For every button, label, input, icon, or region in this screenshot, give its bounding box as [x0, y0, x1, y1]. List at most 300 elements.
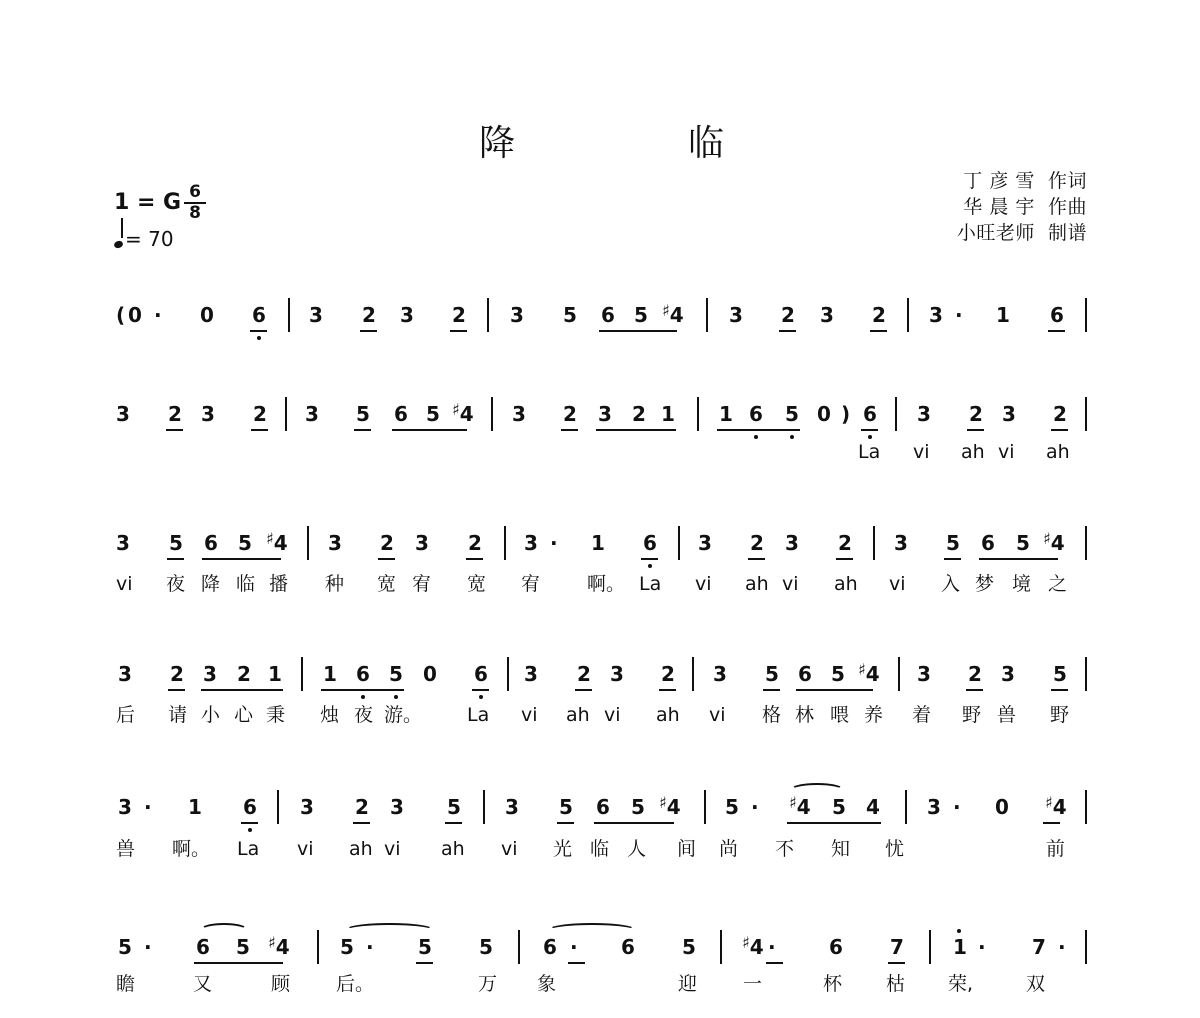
note: · [154, 303, 162, 327]
lyric: 请 [168, 704, 188, 726]
note: 3 [203, 662, 217, 686]
tie-arc [548, 923, 636, 937]
beam-line [166, 429, 183, 431]
note: · [953, 795, 961, 819]
note: 5 [832, 795, 846, 819]
beam-line [787, 822, 881, 824]
note: 2 [872, 303, 886, 327]
note: 3 [713, 662, 727, 686]
note: · [768, 935, 776, 959]
beam-line [194, 962, 283, 964]
note: 6 [621, 935, 635, 959]
note: ♯4 [452, 400, 474, 426]
note: · [366, 935, 374, 959]
note: 2 [237, 662, 251, 686]
beam-line [966, 689, 983, 691]
note: 3 [309, 303, 323, 327]
note: 6 [596, 795, 610, 819]
beam-line [445, 822, 462, 824]
lyric: 养 [864, 704, 884, 726]
note: 6 [798, 662, 812, 686]
lyric: 播 [269, 573, 289, 595]
note: 3 [415, 531, 429, 555]
note: ( [116, 303, 126, 327]
lyric: 梦 [975, 573, 995, 595]
note: 1 [996, 303, 1010, 327]
note: 6 [749, 402, 763, 426]
beam-line [861, 429, 878, 431]
lyric: 野 [1050, 704, 1070, 726]
beam-line [870, 330, 887, 332]
barline [504, 526, 506, 560]
note: ♯4 [858, 660, 880, 686]
lyric: ah [349, 838, 373, 860]
beam-line [599, 330, 677, 332]
beam-line [360, 330, 377, 332]
note: 0 [995, 795, 1009, 819]
beam-line [450, 330, 467, 332]
lyric: 枯 [886, 973, 906, 995]
lyric: 烛 [320, 704, 340, 726]
barline [1085, 526, 1087, 560]
note: 3 [929, 303, 943, 327]
note: 1 [591, 531, 605, 555]
note: 5 [634, 303, 648, 327]
title-char-2: 临 [688, 123, 725, 164]
note: 3 [390, 795, 404, 819]
octave-dot-below [394, 695, 398, 699]
note: 6 [356, 662, 370, 686]
note: 5 [479, 935, 493, 959]
note: 2 [253, 402, 267, 426]
lyric: 双 [1026, 973, 1046, 995]
note: 6 [643, 531, 657, 555]
note: 5 [340, 935, 354, 959]
note: ♯4 [659, 793, 681, 819]
note: 1 [719, 402, 733, 426]
note: ♯4 [268, 933, 290, 959]
note: 3 [510, 303, 524, 327]
note: 3 [917, 662, 931, 686]
note: 7 [890, 935, 904, 959]
note: · [751, 795, 759, 819]
beam-line [472, 689, 489, 691]
sharp-icon: ♯ [1043, 529, 1051, 548]
beam-line [392, 429, 467, 431]
sharp-icon: ♯ [1045, 793, 1053, 812]
arranger-credit: 小旺老师 制谱 [956, 222, 1087, 244]
lyric: 兽 [116, 838, 136, 860]
note: · [955, 303, 963, 327]
lyric: ah [961, 441, 985, 463]
lyric: vi [521, 704, 538, 726]
barline [907, 298, 909, 332]
lyric: 光 [553, 838, 573, 860]
sharp-icon: ♯ [266, 529, 274, 548]
sharp-icon: ♯ [659, 793, 667, 812]
note: 3 [305, 402, 319, 426]
note: ) [841, 402, 851, 426]
lyric: ah [1046, 441, 1070, 463]
beam-line [202, 558, 281, 560]
lyric: vi [889, 573, 906, 595]
sharp-icon: ♯ [662, 301, 670, 320]
time-signature: 6 8 [183, 184, 207, 222]
lyric: 秉 [266, 704, 286, 726]
note: 1 [188, 795, 202, 819]
barline [720, 930, 722, 964]
beam-line [763, 689, 780, 691]
beam-line [354, 429, 371, 431]
lyric: 尚 [719, 838, 739, 860]
lyric: 野 [962, 704, 982, 726]
note: 5 [559, 795, 573, 819]
quarter-note-icon [113, 240, 124, 250]
note: · [144, 935, 152, 959]
barline [277, 790, 279, 824]
lyric: 后。 [336, 973, 375, 995]
octave-dot-below [868, 435, 872, 439]
barline [697, 397, 699, 431]
note: 3 [917, 402, 931, 426]
note: 5 [831, 662, 845, 686]
lyric: 境 [1012, 573, 1032, 595]
barline [483, 790, 485, 824]
beam-line [575, 689, 592, 691]
lyric: 格 [762, 704, 782, 726]
beam-line [1048, 330, 1065, 332]
note: 2 [468, 531, 482, 555]
barline [301, 657, 303, 691]
note: ♯4 [1045, 793, 1067, 819]
tie-arc [200, 923, 248, 937]
beam-line [321, 689, 404, 691]
note: 3 [116, 531, 130, 555]
lyric: 前 [1046, 838, 1066, 860]
note: 3 [820, 303, 834, 327]
note: 5 [118, 935, 132, 959]
lyric: vi [297, 838, 314, 860]
note: 6 [243, 795, 257, 819]
barline [288, 298, 290, 332]
barline [1085, 790, 1087, 824]
beam-line [568, 962, 585, 964]
tie-arc [790, 783, 844, 797]
barline [518, 930, 520, 964]
lyric: ah [745, 573, 769, 595]
barline [285, 397, 287, 431]
barline [1085, 930, 1087, 964]
beam-line [641, 558, 658, 560]
note: 2 [563, 402, 577, 426]
note: 0 [200, 303, 214, 327]
barline [706, 298, 708, 332]
tempo-marking: = 70 [114, 226, 174, 251]
lyric: 临 [236, 573, 256, 595]
beam-line [594, 822, 674, 824]
lyric: 啊。 [587, 573, 626, 595]
beam-line [1043, 822, 1060, 824]
note: 2 [577, 662, 591, 686]
beam-line [979, 558, 1058, 560]
tie-arc [345, 923, 434, 937]
note: 5 [356, 402, 370, 426]
octave-dot-above [957, 929, 961, 933]
lyric: La [467, 704, 490, 726]
note: 3 [698, 531, 712, 555]
note: 3 [524, 531, 538, 555]
barline [704, 790, 706, 824]
octave-dot-below [248, 828, 252, 832]
beam-line [1051, 429, 1068, 431]
sharp-icon: ♯ [789, 793, 797, 812]
beam-line [659, 689, 676, 691]
note: 2 [661, 662, 675, 686]
note: 2 [170, 662, 184, 686]
sharp-icon: ♯ [268, 933, 276, 952]
note: 3 [610, 662, 624, 686]
note: 5 [169, 531, 183, 555]
lyric: 人 [627, 838, 647, 860]
note: 5 [682, 935, 696, 959]
lyric: 宥 [412, 573, 432, 595]
lyric: 夜 [354, 704, 374, 726]
note: 5 [765, 662, 779, 686]
note: 3 [201, 402, 215, 426]
beam-line [888, 962, 905, 964]
note: 2 [969, 402, 983, 426]
beam-line [779, 330, 796, 332]
note: 6 [863, 402, 877, 426]
lyric: vi [998, 441, 1015, 463]
lyric: La [639, 573, 662, 595]
lyric: ah [656, 704, 680, 726]
lyric: ah [834, 573, 858, 595]
note: 2 [781, 303, 795, 327]
note: 3 [524, 662, 538, 686]
lyric: La [237, 838, 260, 860]
note: 6 [1050, 303, 1064, 327]
beam-line [557, 822, 574, 824]
beam-line [466, 558, 483, 560]
lyric: vi [695, 573, 712, 595]
octave-dot-below [648, 564, 652, 568]
note: 5 [946, 531, 960, 555]
beam-line [251, 429, 268, 431]
credits [957, 168, 1087, 246]
lyric: 啊。 [172, 838, 211, 860]
note: 5 [563, 303, 577, 327]
note: 5 [389, 662, 403, 686]
octave-dot-below [754, 435, 758, 439]
lyric: 万 [478, 973, 498, 995]
note: 2 [168, 402, 182, 426]
note: 3 [1001, 662, 1015, 686]
note: 3 [505, 795, 519, 819]
note: · [978, 935, 986, 959]
lyric: 入 [941, 573, 961, 595]
lyric: 杯 [823, 973, 843, 995]
note: 5 [725, 795, 739, 819]
lyric: 宽 [377, 573, 397, 595]
note: 6 [543, 935, 557, 959]
note: 6 [204, 531, 218, 555]
note: 6 [981, 531, 995, 555]
octave-dot-below [479, 695, 483, 699]
lyric: 游。 [384, 704, 423, 726]
barline [1085, 298, 1087, 332]
barline [507, 657, 509, 691]
beam-line [717, 429, 800, 431]
note: 2 [380, 531, 394, 555]
note: · [144, 795, 152, 819]
beam-line [944, 558, 961, 560]
barline [491, 397, 493, 431]
lyric: 顾 [271, 973, 291, 995]
note: 1 [268, 662, 282, 686]
note: 6 [252, 303, 266, 327]
note: 3 [116, 402, 130, 426]
barline [307, 526, 309, 560]
note: 5 [426, 402, 440, 426]
note: 3 [927, 795, 941, 819]
note: 0 [423, 662, 437, 686]
note: 2 [632, 402, 646, 426]
lyric: 宥 [521, 573, 541, 595]
note: 3 [118, 795, 132, 819]
beam-line [201, 689, 283, 691]
note: 4 [866, 795, 880, 819]
note: 5 [447, 795, 461, 819]
note: 3 [598, 402, 612, 426]
note: 1 [661, 402, 675, 426]
key-signature: 1 = G [114, 190, 182, 215]
lyric: 象 [537, 973, 557, 995]
note: 5 [1053, 662, 1067, 686]
lyric: 一 [743, 973, 763, 995]
note: 3 [894, 531, 908, 555]
barline [898, 657, 900, 691]
note: 6 [474, 662, 488, 686]
barline [905, 790, 907, 824]
beam-line [241, 822, 258, 824]
barline [1085, 657, 1087, 691]
beam-line [748, 558, 765, 560]
lyric: La [858, 441, 881, 463]
beam-line [378, 558, 395, 560]
lyric: vi [116, 573, 133, 595]
lyric: 之 [1048, 573, 1068, 595]
note: ♯4 [742, 933, 764, 959]
lyric: 知 [831, 838, 851, 860]
lyric: 心 [234, 704, 254, 726]
beam-line [967, 429, 984, 431]
barline [929, 930, 931, 964]
sharp-icon: ♯ [858, 660, 866, 679]
beam-line [250, 330, 267, 332]
lyric: ah [566, 704, 590, 726]
note: 5 [238, 531, 252, 555]
note: 0 [128, 303, 142, 327]
note: · [550, 531, 558, 555]
beam-line [596, 429, 676, 431]
beam-line [168, 689, 185, 691]
lyric: 喂 [830, 704, 850, 726]
beam-line [353, 822, 370, 824]
note: 0 [817, 402, 831, 426]
lyric: vi [501, 838, 518, 860]
note: 5 [418, 935, 432, 959]
lyric: ah [441, 838, 465, 860]
note: 3 [328, 531, 342, 555]
lyric: vi [913, 441, 930, 463]
lyric: 荣, [948, 973, 974, 995]
note: 6 [394, 402, 408, 426]
lyric: vi [604, 704, 621, 726]
octave-dot-below [257, 336, 261, 340]
beam-line [167, 558, 184, 560]
note: 6 [829, 935, 843, 959]
note: 5 [236, 935, 250, 959]
lyric: 兽 [997, 704, 1017, 726]
lyric: 夜 [166, 573, 186, 595]
note: 3 [300, 795, 314, 819]
barline [895, 397, 897, 431]
lyric: 林 [795, 704, 815, 726]
lyric: 忧 [885, 838, 905, 860]
note: · [570, 935, 578, 959]
note: 2 [355, 795, 369, 819]
sharp-icon: ♯ [742, 933, 750, 952]
barline [692, 657, 694, 691]
lyric: vi [384, 838, 401, 860]
note: 3 [1002, 402, 1016, 426]
note: 6 [196, 935, 210, 959]
octave-dot-below [361, 695, 365, 699]
note: ♯4 [266, 529, 288, 555]
lyric: vi [709, 704, 726, 726]
note: 3 [118, 662, 132, 686]
lyric: 降 [201, 573, 221, 595]
barline [678, 526, 680, 560]
barline [317, 930, 319, 964]
note: 5 [631, 795, 645, 819]
barline [487, 298, 489, 332]
note: 1 [323, 662, 337, 686]
lyric: 后 [116, 704, 136, 726]
note: ♯4 [789, 793, 811, 819]
note: ♯4 [1043, 529, 1065, 555]
beam-line [1051, 689, 1068, 691]
barline [873, 526, 875, 560]
lyric: 间 [677, 838, 697, 860]
barline [1085, 397, 1087, 431]
note: 3 [785, 531, 799, 555]
lyric: 宽 [467, 573, 487, 595]
beam-line [796, 689, 873, 691]
lyricist-credit: 丁 彦 雪 作词 [963, 170, 1087, 192]
note: 2 [1053, 402, 1067, 426]
note: 2 [362, 303, 376, 327]
note: 2 [452, 303, 466, 327]
lyric: 迎 [678, 973, 698, 995]
lyric: 临 [590, 838, 610, 860]
note: 7 [1032, 935, 1046, 959]
note: 5 [1016, 531, 1030, 555]
composer-credit: 华 晨 宇 作曲 [963, 196, 1087, 218]
note: · [1058, 935, 1066, 959]
note: 6 [601, 303, 615, 327]
